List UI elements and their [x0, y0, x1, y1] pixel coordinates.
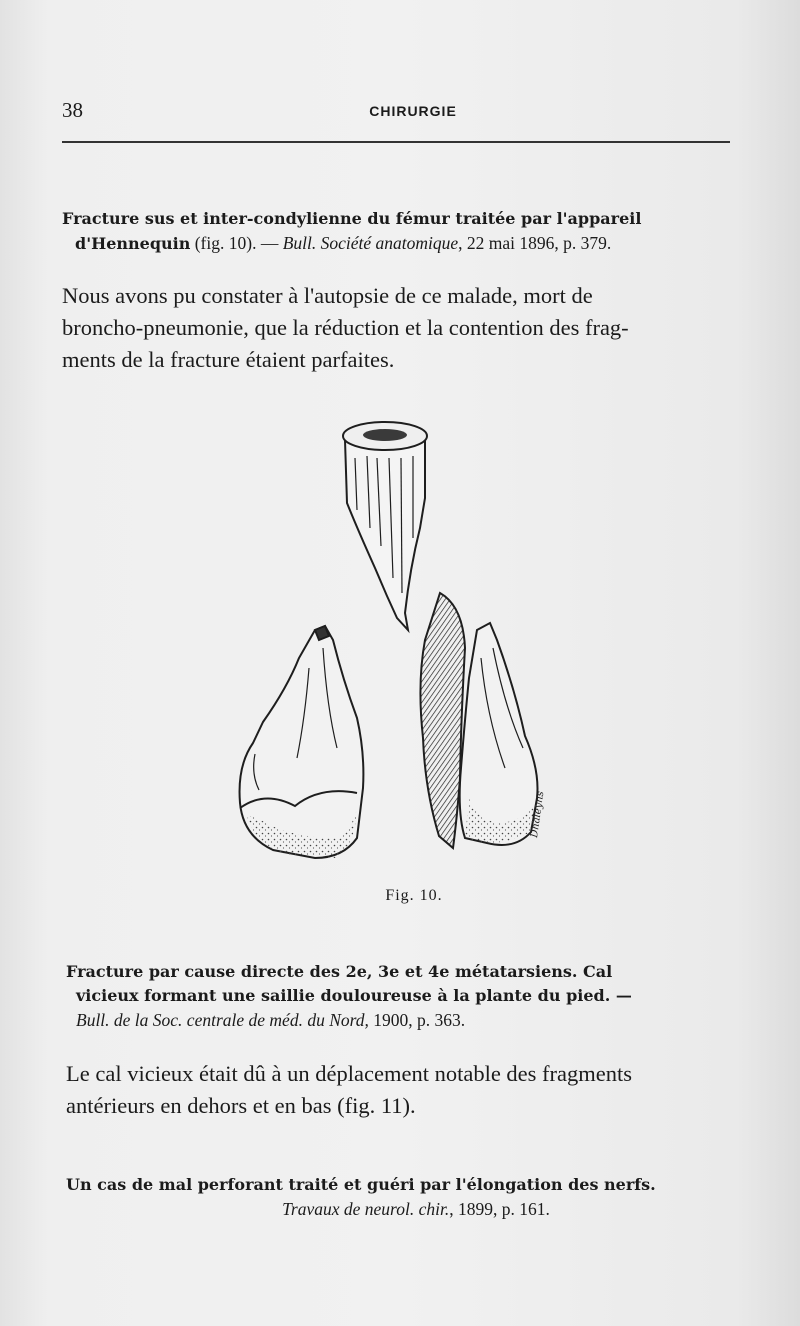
- header-rule: [62, 141, 730, 143]
- journal-name: Bull. de la Soc. centrale de méd. du Nord,: [76, 1010, 369, 1030]
- paragraph-2: [66, 1058, 738, 1122]
- bibliography-entry-3: [66, 1172, 746, 1221]
- paragraph-1: [62, 280, 730, 376]
- paragraph-line: antérieurs en dehors et en bas (fig. 11).: [66, 1093, 416, 1118]
- entry-title-line-1: Fracture sus et inter-condylienne du fémur traitée par l'appareil: [62, 209, 642, 228]
- bibliography-entry-2: [66, 960, 746, 1032]
- right-condyle-fragment: [420, 593, 537, 848]
- entry-title-line-2: vicieux formant une saillie douloureuse à la plante du pied. —: [76, 986, 632, 1005]
- paragraph-line: broncho-pneumonie, que la réduction et la contention des frag-: [62, 315, 629, 340]
- entry-reference: Travaux de neurol. chir., 1899, p. 161.: [282, 1199, 550, 1219]
- paragraph-line: Nous avons pu constater à l'autopsie de ce malade, mort de: [62, 283, 593, 308]
- running-head: CHIRURGIE: [369, 103, 457, 119]
- journal-name: Travaux de neurol. chir.: [282, 1199, 450, 1219]
- entry-reference: Bull. de la Soc. centrale de méd. du Nord, 1900, p. 363.: [76, 1010, 466, 1030]
- entry-title-line-1: Fracture par cause directe des 2e, 3e et 4e métatarsiens. Cal: [66, 962, 613, 981]
- upper-bone-fragment: [343, 422, 427, 630]
- journal-name: Bull. Société anatomique: [282, 233, 459, 253]
- page-number: 38: [62, 98, 83, 122]
- entry-title: Un cas de mal perforant traité et guéri par l'élongation des nerfs.: [66, 1175, 656, 1194]
- entry-title-line-2: d'Hennequin (fig. 10). — Bull. Société anatomique, 22 mai 1896, p. 379.: [75, 233, 612, 253]
- femur-fracture-illustration: [225, 418, 570, 878]
- artist-signature: Dhaleyns: [529, 790, 547, 839]
- paragraph-line: ments de la fracture étaient parfaites.: [62, 347, 395, 372]
- paragraph-line: Le cal vicieux était dû à un déplacement notable des fragments: [66, 1061, 633, 1086]
- bibliography-entry-1: [62, 206, 752, 256]
- left-condyle-fragment: [240, 626, 364, 858]
- figure-caption: Fig. 10.: [385, 887, 443, 904]
